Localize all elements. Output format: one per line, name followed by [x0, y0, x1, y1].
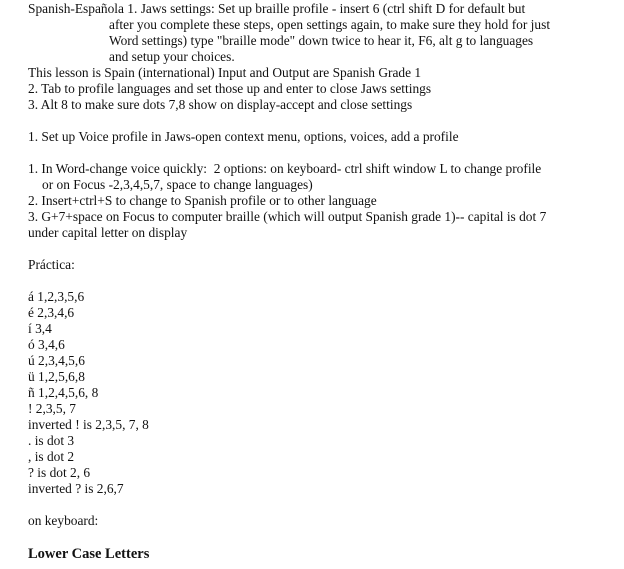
- keyboard-label: on keyboard:: [28, 513, 99, 528]
- spacer: [28, 241, 624, 257]
- spacer: [28, 273, 624, 289]
- practice-item: ü 1,2,5,6,8: [28, 369, 85, 384]
- practice-item: ó 3,4,6: [28, 337, 65, 352]
- intro-line-4: and setup your choices.: [109, 49, 235, 64]
- practice-item: inverted ? is 2,6,7: [28, 481, 124, 496]
- intro-line-2: after you complete these steps, open settings again, to make sure they hold for just: [109, 17, 551, 32]
- word-step-1: 1. In Word-change voice quickly: 2 options: on keyboard- ctrl shift window L to change profile: [28, 161, 542, 176]
- practice-item: inverted ! is 2,3,5, 7, 8: [28, 417, 149, 432]
- intro-line-3: Word settings) type "braille mode" down twice to hear it, F6, alt g to languages: [109, 33, 534, 48]
- lesson-note: This lesson is Spain (international) Input and Output are Spanish Grade 1: [28, 65, 422, 80]
- word-step-3: 3. G+7+space on Focus to computer braille (which will output Spanish grade 1)-- capital is dot 7: [28, 209, 547, 224]
- step-3: 3. Alt 8 to make sure dots 7,8 show on display-accept and close settings: [28, 97, 413, 112]
- spacer: [28, 113, 624, 129]
- word-step-1-cont: or on Focus -2,3,4,5,7, space to change languages): [42, 177, 313, 192]
- practice-item: ? is dot 2, 6: [28, 465, 91, 480]
- spacer: [28, 145, 624, 161]
- intro-line-1: Spanish-Española 1. Jaws settings: Set up braille profile - insert 6 (ctrl shift D for default but: [28, 1, 526, 16]
- practice-item: ñ 1,2,4,5,6, 8: [28, 385, 99, 400]
- word-step-2: 2. Insert+ctrl+S to change to Spanish profile or to other language: [28, 193, 377, 208]
- practice-item: ! 2,3,5, 7: [28, 401, 76, 416]
- practice-item: , is dot 2: [28, 449, 75, 464]
- practice-item: ú 2,3,4,5,6: [28, 353, 85, 368]
- word-step-3-cont: under capital letter on display: [28, 225, 188, 240]
- voice-step: 1. Set up Voice profile in Jaws-open context menu, options, voices, add a profile: [28, 129, 459, 144]
- practice-label: Práctica:: [28, 257, 75, 272]
- practice-item: í 3,4: [28, 321, 52, 336]
- step-2: 2. Tab to profile languages and set those up and enter to close Jaws settings: [28, 81, 432, 96]
- spacer: [28, 529, 624, 545]
- practice-item: á 1,2,3,5,6: [28, 289, 85, 304]
- practice-item: . is dot 3: [28, 433, 75, 448]
- practice-item: é 2,3,4,6: [28, 305, 75, 320]
- practice-list: [28, 289, 624, 497]
- spacer: [28, 497, 624, 513]
- lowercase-heading: Lower Case Letters: [28, 546, 150, 562]
